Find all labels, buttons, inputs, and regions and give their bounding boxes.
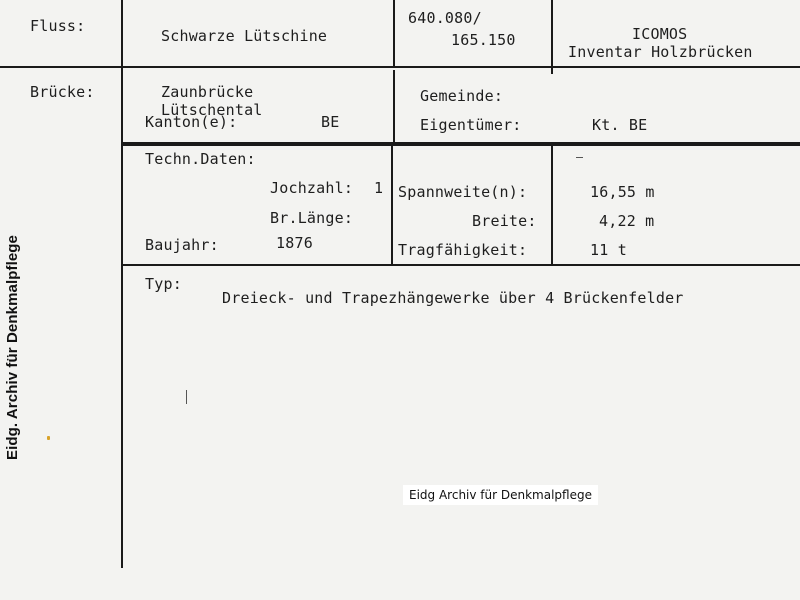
typ-label: Typ: [145, 275, 182, 293]
bruecke-name-line2: Lütschental [161, 101, 263, 119]
tragfaehigkeit-value: 11 t [590, 241, 627, 259]
vrule-coordinates-right [551, 0, 553, 74]
vrule-tech-right [551, 146, 553, 266]
bruecke-name-line1: Zaunbrücke [161, 83, 254, 101]
pencil-mark [186, 390, 187, 404]
spannweite-value: 16,55 m [590, 183, 655, 201]
breite-value: 4,22 m [599, 212, 655, 230]
fluss-value: Schwarze Lütschine [161, 27, 328, 45]
techn-label: Techn.Daten: [145, 150, 256, 168]
breite-label: Breite: [472, 212, 537, 230]
vrule-tech-mid [391, 146, 393, 266]
left-vertical-rule [121, 0, 123, 568]
kanton-value: BE [321, 113, 340, 131]
org-line1: ICOMOS [632, 25, 688, 43]
org-line2: Inventar Holzbrücken [568, 43, 753, 61]
archive-watermark: Eidg Archiv für Denkmalpflege [403, 485, 598, 505]
eigentuemer-value: Kt. BE [592, 116, 648, 134]
top-horizontal-rule [0, 66, 800, 68]
archive-side-stamp: Eidg. Archiv für Denkmalpflege [4, 235, 21, 460]
bruecke-label: Brücke: [30, 83, 95, 101]
typ-horizontal-rule [122, 264, 800, 266]
vrule-bruecke-mid [393, 70, 395, 142]
coordinates-line1: 640.080/ [408, 9, 482, 27]
spannweite-label: Spannweite(n): [398, 183, 528, 201]
typ-value: Dreieck- und Trapezhängewerke über 4 Brückenfelder [222, 289, 684, 307]
kanton-label: Kanton(e): [145, 113, 238, 131]
laenge-label: Br.Länge: [270, 209, 354, 227]
coordinates-line2: 165.150 [451, 31, 516, 49]
jochzahl-label: Jochzahl: [270, 179, 354, 197]
tragfaehigkeit-label: Tragfähigkeit: [398, 241, 528, 259]
baujahr-label: Baujahr: [145, 236, 219, 254]
ink-spot [47, 436, 50, 440]
jochzahl-value: 1 [374, 179, 384, 197]
pencil-dash [576, 157, 583, 158]
bold-tech-rule [122, 142, 800, 146]
eigentuemer-label: Eigentümer: [420, 116, 522, 134]
vrule-coordinates-left [393, 0, 395, 66]
fluss-label: Fluss: [30, 17, 86, 35]
gemeinde-label: Gemeinde: [420, 87, 504, 105]
baujahr-value: 1876 [276, 234, 313, 252]
